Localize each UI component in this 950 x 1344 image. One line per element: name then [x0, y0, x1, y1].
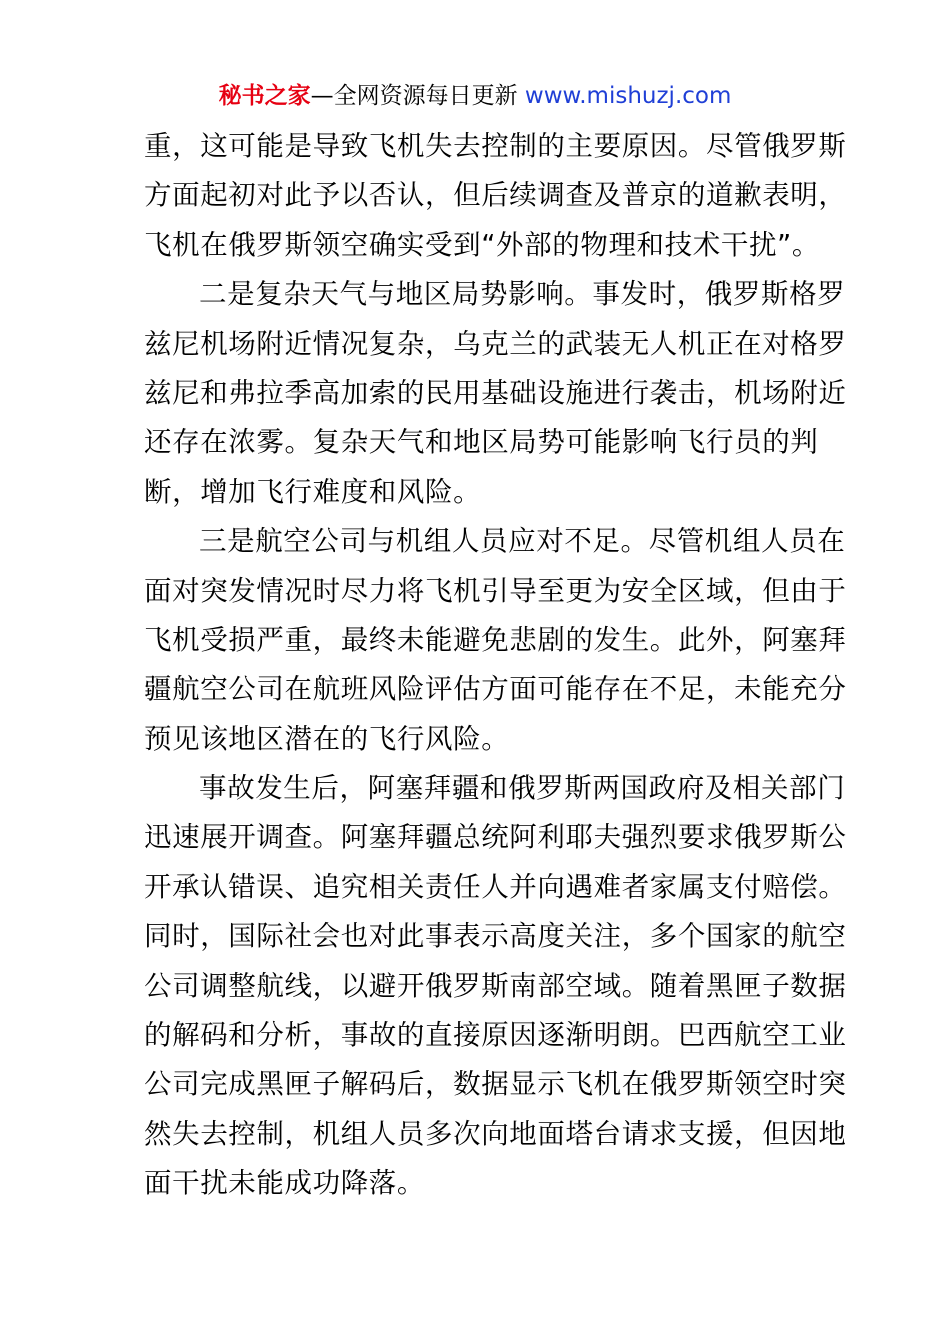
text-line: 公司完成黑匣子解码后，数据显示飞机在俄罗斯领空时突 [144, 1068, 847, 1101]
text-line: 飞机在俄罗斯领空确实受到“外部的物理和技术干扰”。 [144, 228, 820, 261]
text-line: 面干扰未能成功降落。 [144, 1167, 425, 1200]
text-line: 面对突发情况时尽力将飞机引导至更为安全区域，但由于 [144, 574, 847, 607]
text-line: 兹尼机场附近情况复杂，乌克兰的武装无人机正在对格罗 [144, 327, 847, 360]
text-line: 公司调整航线，以避开俄罗斯南部空域。随着黑匣子数据 [144, 969, 847, 1002]
text-line: 疆航空公司在航班风险评估方面可能存在不足，未能充分 [144, 673, 847, 706]
text-line: 重，这可能是导致飞机失去控制的主要原因。尽管俄罗斯 [144, 130, 847, 162]
text-line: 开承认错误、追究相关责任人并向遇难者家属支付赔偿。 [144, 870, 847, 903]
paragraph-start-line: 三是航空公司与机组人员应对不足。尽管机组人员在 [199, 525, 846, 558]
site-tagline: —全网资源每日更新 [310, 83, 525, 109]
text-line: 断，增加飞行难度和风险。 [144, 475, 482, 508]
text-line: 同时，国际社会也对此事表示高度关注，多个国家的航空 [144, 920, 847, 953]
text-line: 迅速展开调查。阿塞拜疆总统阿利耶夫强烈要求俄罗斯公 [144, 821, 847, 854]
paragraph-start-line: 二是复杂天气与地区局势影响。事发时，俄罗斯格罗 [199, 278, 846, 311]
site-name: 秘书之家 [218, 83, 311, 109]
text-line: 飞机受损严重，最终未能避免悲剧的发生。此外，阿塞拜 [144, 623, 847, 656]
text-line: 预见该地区潜在的飞行风险。 [144, 722, 510, 755]
site-url-link[interactable]: www.mishuzj.com [524, 83, 732, 109]
text-line: 方面起初对此予以否认，但后续调查及普京的道歉表明， [144, 179, 847, 212]
text-line: 兹尼和弗拉季高加索的民用基础设施进行袭击，机场附近 [144, 376, 847, 409]
document-body [144, 122, 847, 1209]
page-header [0, 80, 950, 112]
text-line: 还存在浓雾。复杂天气和地区局势可能影响飞行员的判 [144, 426, 819, 459]
text-line: 然失去控制，机组人员多次向地面塔台请求支援，但因地 [144, 1117, 847, 1150]
text-line: 的解码和分析，事故的直接原因逐渐明朗。巴西航空工业 [144, 1019, 847, 1052]
paragraph-start-line: 事故发生后，阿塞拜疆和俄罗斯两国政府及相关部门 [199, 772, 846, 805]
